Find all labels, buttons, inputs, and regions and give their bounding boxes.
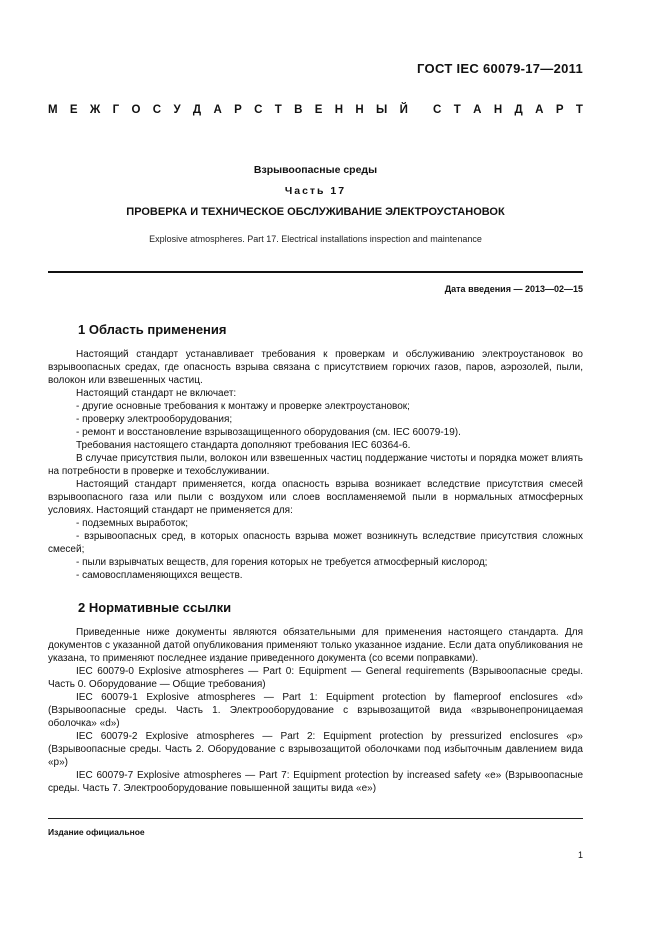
banner-letter: У (173, 104, 181, 116)
footer-divider (48, 818, 583, 819)
banner-letter: Е (314, 104, 323, 116)
banner-letter: Г (112, 104, 120, 116)
paragraph: Настоящий стандарт не включает: (76, 388, 237, 399)
reference-entry: IEC 60079-2 Explosive atmospheres — Part 2: Equipment protection by pressurized enclosures «p» (Взрывоопасные среды. Часть 2. Оборудование с взрывозащитой оболочками под избыточным давлением вида «p») (48, 731, 583, 768)
section-1-body (48, 348, 583, 582)
banner-letter: Н (355, 104, 364, 116)
banner-letter: Т (274, 104, 282, 116)
banner-letter: Д (514, 104, 523, 116)
banner-letter: С (254, 104, 263, 116)
reference-entry: IEC 60079-1 Explosive atmospheres — Part 1: Equipment protection by flameproof enclosures «d» (Взрывоопасные среды. Часть 1. Электрооборудование с взрывозащитой вида «взрывонепроницаемая оболочка» «d») (48, 692, 583, 729)
list-item: - самовоспламеняющихся веществ. (76, 570, 243, 581)
edition-label: Издание официальное (48, 827, 145, 837)
section-2-body (48, 626, 583, 795)
banner-letter: А (473, 104, 482, 116)
banner-letter: Р (234, 104, 242, 116)
title-part: Часть 17 (284, 185, 347, 197)
standard-number: ГОСТ IEC 60079-17—2011 (417, 61, 583, 76)
banner-letter: Р (555, 104, 564, 116)
reference-entry: IEC 60079-7 Explosive atmospheres — Part 7: Equipment protection by increased safety «e» (Взрывоопасные среды. Часть 7. Электрооборудование повышенной защиты вида «e») (48, 770, 583, 794)
paragraph: В случае присутствия пыли, волокон или взвешенных частиц поддержание чистоты и порядка может влиять на потребности в проверке и техобслуживании. (48, 453, 583, 477)
banner-letter: О (131, 104, 141, 116)
list-item: - другие основные требования к монтажу и проверке электроустановок; (76, 401, 410, 412)
banner-letter: Й (399, 104, 408, 116)
banner-word-standard (433, 104, 583, 116)
list-item: - проверку электрооборудования; (76, 414, 233, 425)
reference-entry: IEC 60079-0 Explosive atmospheres — Part 0: Equipment — General requirements (Взрывоопасные среды. Часть 0. Оборудование — Общие требования) (48, 666, 583, 690)
paragraph: Настоящий стандарт устанавливает требования к проверкам и обслуживанию электроустановок во взрывоопасных средах, где опасность взрыва связана с присутствием горючих газов, паров, аэрозолей, пыли, волокон или взвешенных частиц. (48, 349, 583, 386)
list-item: - взрывоопасных сред, в которых опасность взрыва может возникнуть вследствие присутствия сложных смесей; (48, 531, 583, 555)
banner-letter: В (294, 104, 303, 116)
banner-letter: Ы (376, 104, 388, 116)
page-number: 1 (577, 850, 583, 860)
banner-letter: Н (334, 104, 344, 116)
banner-letter: А (213, 104, 222, 116)
section-2-heading: 2 Нормативные ссылки (78, 600, 232, 615)
banner-letter: Д (192, 104, 202, 116)
title-subject: ПРОВЕРКА И ТЕХНИЧЕСКОЕ ОБСЛУЖИВАНИЕ ЭЛЕКТРОУСТАНОВОК (126, 206, 505, 218)
banner-letter: Е (69, 104, 78, 116)
banner-letter: С (152, 104, 162, 116)
banner-letter: Т (453, 104, 461, 116)
interstate-standard-banner (48, 104, 583, 116)
paragraph: Настоящий стандарт применяется, когда опасность взрыва возникает вследствие присутствия смесей взрывоопасного газа или пыли с воздухом или слоев воспламеняемой пыли в нормальных атмосферных условиях. Настоящий стандарт не применяется для: (48, 479, 583, 516)
section-1-heading: 1 Область применения (78, 322, 227, 337)
header-divider (48, 271, 583, 273)
banner-letter: Н (493, 104, 503, 116)
introduction-date: Дата введения — 2013—02—15 (444, 284, 583, 294)
list-item: - подземных выработок; (76, 518, 188, 529)
banner-word-interstate (48, 104, 408, 116)
banner-letter: Т (575, 104, 583, 116)
banner-letter: А (535, 104, 544, 116)
banner-letter: С (433, 104, 442, 116)
list-item: - ремонт и восстановление взрывозащищенного оборудования (см. IEC 60079-19). (76, 427, 461, 438)
paragraph: Требования настоящего стандарта дополняют требования IEC 60364-6. (76, 440, 411, 451)
title-english: Explosive atmospheres. Part 17. Electrical installations inspection and maintenance (149, 234, 482, 244)
paragraph: Приведенные ниже документы являются обязательными для применения настоящего стандарта. Для документов с указанной датой опубликования применяют только указанное издание. Если дата опубликования не указана, то применяют последнее издание приведенного документа (со всеми поправками). (48, 627, 583, 664)
list-item: - пыли взрывчатых веществ, для горения которых не требуется атмосферный кислород; (76, 557, 488, 568)
banner-letter: Ж (89, 104, 101, 116)
banner-letter: М (48, 104, 58, 116)
title-main: Взрывоопасные среды (253, 164, 378, 176)
